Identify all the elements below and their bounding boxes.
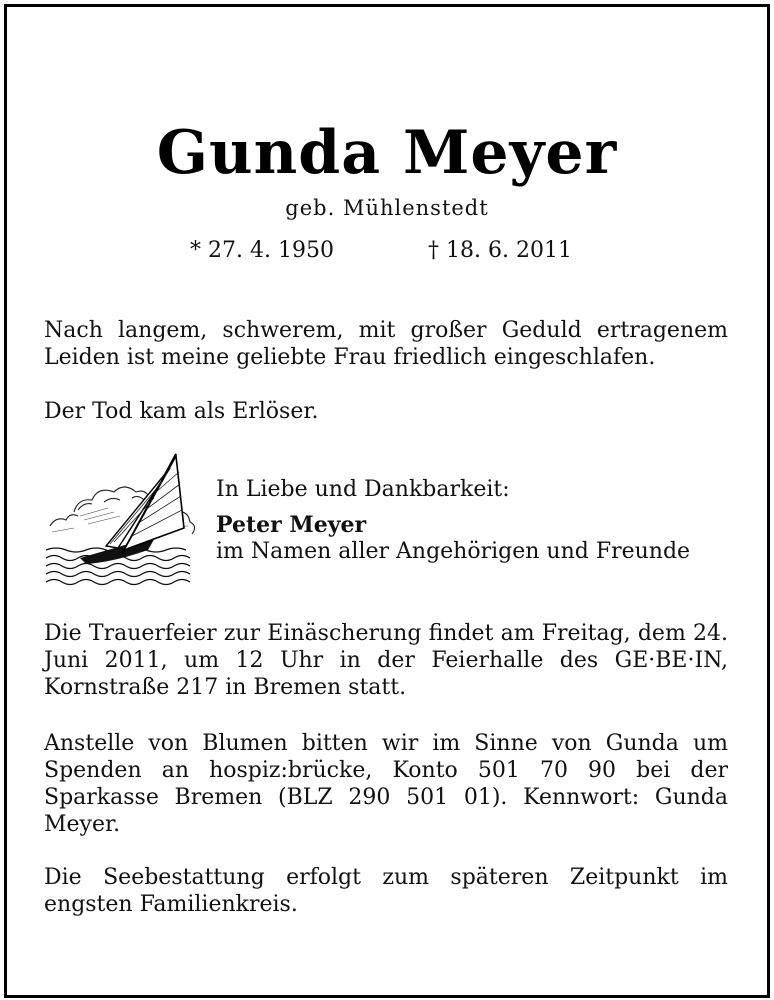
death-date: † 18. 6. 2011 (428, 238, 572, 263)
release-text: Der Tod kam als Erlöser. (44, 399, 319, 424)
donation-text: Anstelle von Blumen bitten wir im Sinne von Gunda um Spenden an hospiz:brücke, Konto 501 70 90 bei der Sparkasse Bremen (BLZ 290 501 01). Kennwort: Gunda Meyer. (44, 731, 728, 837)
signer-name: Peter Meyer (216, 512, 367, 538)
maiden-name: geb. Mühlenstedt (285, 196, 489, 220)
thanks-line: In Liebe und Dankbarkeit: (216, 477, 510, 502)
deceased-name: Gunda Meyer (156, 118, 618, 188)
burial-text: Die Seebestattung erfolgt zum späteren Zeitpunkt im engsten Familienkreis. (44, 865, 728, 917)
sailboat-icon (44, 450, 196, 590)
signer-subline: im Namen aller Angehörigen und Freunde (216, 539, 691, 564)
funeral-text: Die Trauerfeier zur Einäscherung findet am Freitag, dem 24. Juni 2011, um 12 Uhr in der Feierhalle des GE·BE·IN, Kornstraße 217 in Bremen statt. (44, 621, 728, 700)
birth-date: * 27. 4. 1950 (190, 238, 334, 263)
intro-text: Nach langem, schwerem, mit großer Geduld ertragenem Leiden ist meine geliebte Frau friedlich eingeschlafen. (44, 318, 728, 370)
